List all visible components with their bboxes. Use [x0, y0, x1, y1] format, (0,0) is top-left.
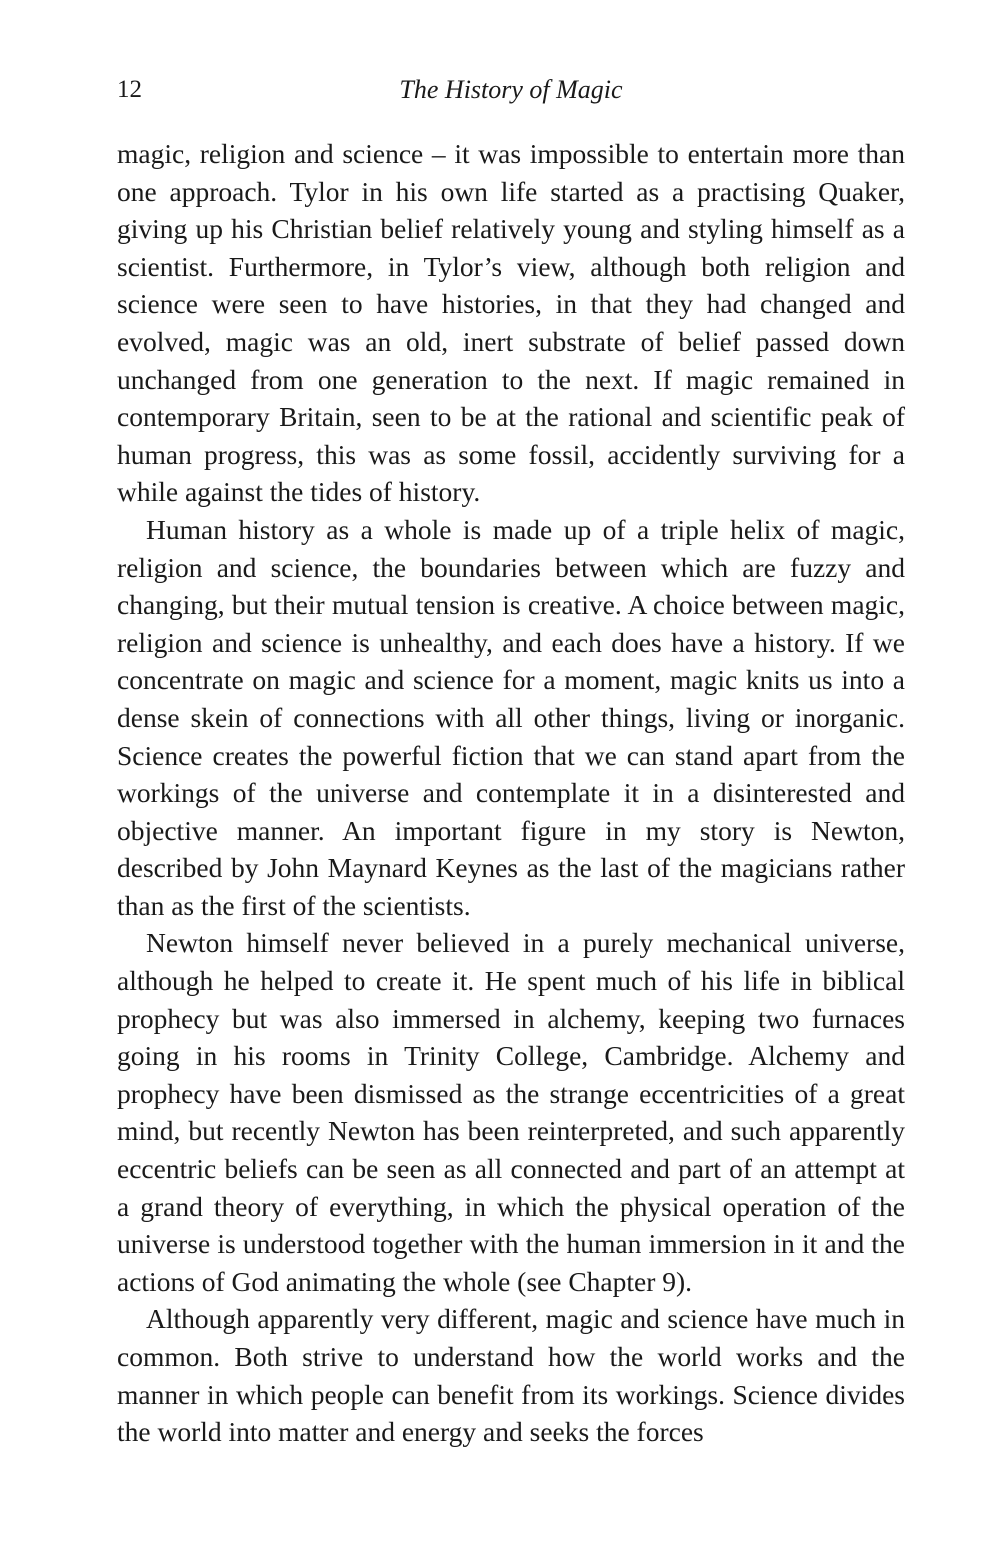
paragraph-4: Although apparently very different, magic and science have much in common. Both strive to understand how the world works and the manner in which people can benefit from its workings. Science divides the world into matter and energy and seeks the forces — [117, 1303, 905, 1448]
running-title: The History of Magic — [399, 75, 623, 104]
paragraph-1: magic, religion and science – it was impossible to entertain more than one approach. Tylor in his own life started as a practising Quaker, giving up his Christian belief relatively young and styling himself as a scientist. Furthermore, in Tylor’s view, although both religion and science were seen to have histories, in that they had changed and evolved, magic was an old, inert substrate of belief passed down unchanged from one generation to the next. If magic remained in contemporary Britain, seen to be at the rational and scientific peak of human progress, this was as some fossil, accidently surviving for a while against the tides of history. — [117, 138, 905, 508]
paragraph-2: Human history as a whole is made up of a triple helix of magic, religion and science, the boundaries between which are fuzzy and changing, but their mutual tension is creative. A choice between magic, religion and science is unhealthy, and each does have a history. If we concentrate on magic and science for a moment, magic knits us into a dense skein of connections with all other things, living or inorganic. Science creates the powerful fiction that we can stand apart from the workings of the universe and contemplate it in a disinterested and objective manner. An important figure in my story is Newton, described by John Maynard Keynes as the last of the magicians rather than as the first of the scientists. — [117, 513, 905, 921]
running-head — [117, 70, 905, 110]
body-text — [117, 135, 905, 1451]
page-number: 12 — [117, 76, 142, 103]
paragraph-3: Newton himself never believed in a purely mechanical universe, although he helped to create it. He spent much of his life in biblical prophecy but was also immersed in alchemy, keeping two furnaces going in his rooms in Trinity College, Cambridge. Alchemy and prophecy have been dismissed as the strange eccentricities of a great mind, but recently Newton has been reinterpreted, and such apparently eccentric beliefs can be seen as all connected and part of an attempt at a grand theory of everything, in which the physical operation of the universe is understood together with the human immersion in it and the actions of God animating the whole (see Chapter 9). — [117, 927, 905, 1297]
